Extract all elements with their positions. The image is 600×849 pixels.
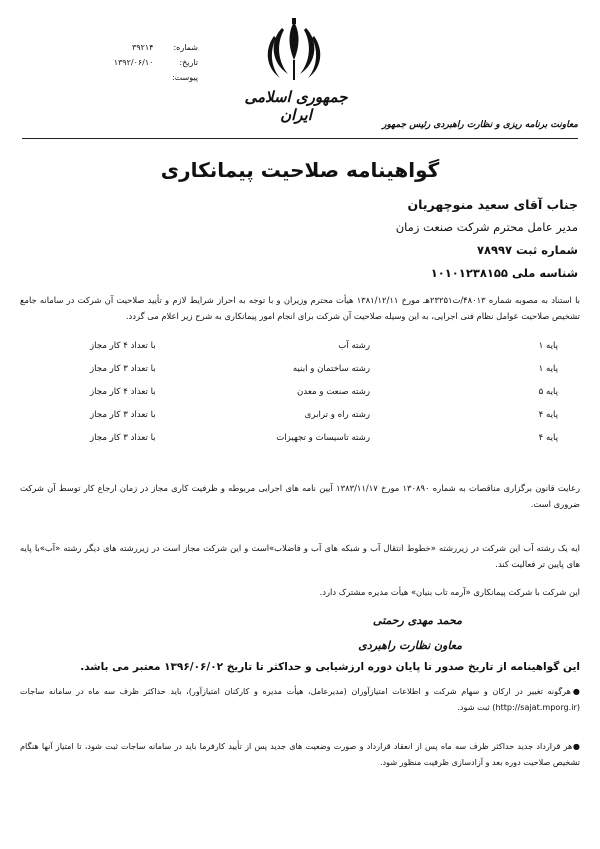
grade-row (20, 358, 580, 381)
grade-level: پایه ۱ (538, 341, 558, 351)
grade-level: پایه ۴ (538, 433, 558, 443)
grade-row (20, 404, 580, 427)
grade-count: با تعداد ۳ کار مجاز (90, 410, 156, 420)
grade-row (20, 427, 580, 450)
iran-emblem-icon (262, 16, 326, 88)
grades-list (20, 335, 580, 450)
grade-field: رشته آب (338, 341, 370, 351)
grade-row (20, 335, 580, 358)
board-paragraph: این شرکت با شرکت پیمانکاری «آرمه تاب بنیان» هیأت مدیره مشترک دارد. (319, 587, 580, 597)
grade-count: با تعداد ۴ کار مجاز (90, 387, 156, 397)
grade-field: رشته ساختمان و ابنیه (292, 364, 370, 374)
page-title: گواهینامه صلاحیت پیمانکاری (160, 158, 440, 182)
signatory-title: معاون نظارت راهبردی (358, 639, 462, 652)
letter-number-label: شماره: (173, 43, 198, 52)
law-paragraph: رعایت قانون برگزاری مناقصات به شماره ۱۳۰۸۹۰ مورخ ۱۳۸۳/۱۱/۱۷ آیین نامه های اجرایی مربوطه و ظرفیت کاری مجاز در زمان ارجاع کار توسط آن شرکت ضروری است. (20, 483, 580, 509)
grade-level: پایه ۴ (538, 410, 558, 420)
letter-number-value: ۳۹۲۱۴ (131, 43, 154, 52)
grade-field: رشته تاسیسات و تجهیزات (276, 433, 370, 443)
department-name: معاونت برنامه ریزی و نظارت راهبردی رئیس جمهور (382, 120, 578, 130)
grade-row (20, 381, 580, 404)
letter-date (58, 55, 198, 70)
note-item: ●هر قرارداد جدید حداکثر ظرف سه ماه پس از انعقاد قرارداد و صورت وضعیت های جدید پس از تأیید کارفرما باید در سامانه ساجات ثبت شود، تا امتیاز آنها هنگام تشخیص صلاحیت دوره بعد و آزادسازی ظرفیت منظور شود. (20, 741, 580, 767)
intro-paragraph: با استناد به مصوبه شماره ۴۸۰۱۳/ت۲۳۲۵۱هـ مورخ ۱۳۸۱/۱۲/۱۱ هیأت محترم وزیران و با توجه به احراز شرایط لازم و تأیید صلاحیت آن شرکت در سامانه جامع تشخیص صلاحیت عوامل نظام فنی اجرایی، به این وسیله صلاحیت آن شرکت برای انجام امور پیمانکاری به شرح زیر اعلام می گردد. (20, 295, 580, 321)
signatory-name: محمد مهدی رحمتی (372, 614, 462, 627)
recipient-role: مدیر عامل محترم شرکت صنعت زمان (395, 220, 578, 234)
letter-attachment-label: پیوست: (171, 73, 198, 82)
recipient-block (278, 193, 578, 285)
letter-date-value: ۱۳۹۲/۰۶/۱۰ (113, 58, 154, 67)
letter-attachment (58, 70, 198, 85)
grade-count: با تعداد ۳ کار مجاز (90, 433, 156, 443)
grade-field: رشته راه و ترابری (304, 410, 370, 420)
grade-count: با تعداد ۴ کار مجاز (90, 341, 156, 351)
recipient-name: جناب آقای سعید منوچهریان (407, 197, 578, 212)
validity-statement: این گواهینامه از تاریخ صدور تا پایان دوره ارزشیابی و حداکثر تا تاریخ ۱۳۹۶/۰۶/۰۲ معتبر می باشد. (80, 661, 580, 673)
grade-field: رشته صنعت و معدن (297, 387, 370, 397)
grade-level: پایه ۱ (538, 364, 558, 374)
letter-date-label: تاریخ: (179, 58, 198, 67)
header-rule (22, 138, 578, 139)
national-id: شناسه ملی ۱۰۱۰۱۲۳۸۱۵۵ (430, 266, 578, 280)
registration-number: شماره ثبت ۷۸۹۹۷ (476, 243, 578, 257)
subfield-paragraph: ایه یک رشته آب این شرکت در زیررشته «خطوط انتقال آب و شبکه های آب و فاضلاب»است و این شرکت مجاز است در زیررشته های دیگر رشته «آب»با پایه های پایین تر فعالیت کند. (20, 543, 580, 569)
grade-count: با تعداد ۳ کار مجاز (90, 364, 156, 374)
country-name: جمهوری اسلامی ایران (244, 88, 348, 124)
letter-number (58, 40, 198, 55)
note-item: ●هرگونه تغییر در ارکان و سهام شرکت و اطلاعات امتیازآوران (مدیرعامل، هیأت مدیره و کارکنان امتیازآور)، باید حداکثر ظرف سه ماه در سامانه ساجات (http://sajat.mporg.ir) ثبت شود. (20, 686, 580, 712)
letter-meta (58, 40, 198, 85)
grade-level: پایه ۵ (538, 387, 558, 397)
signature-block (262, 608, 462, 658)
